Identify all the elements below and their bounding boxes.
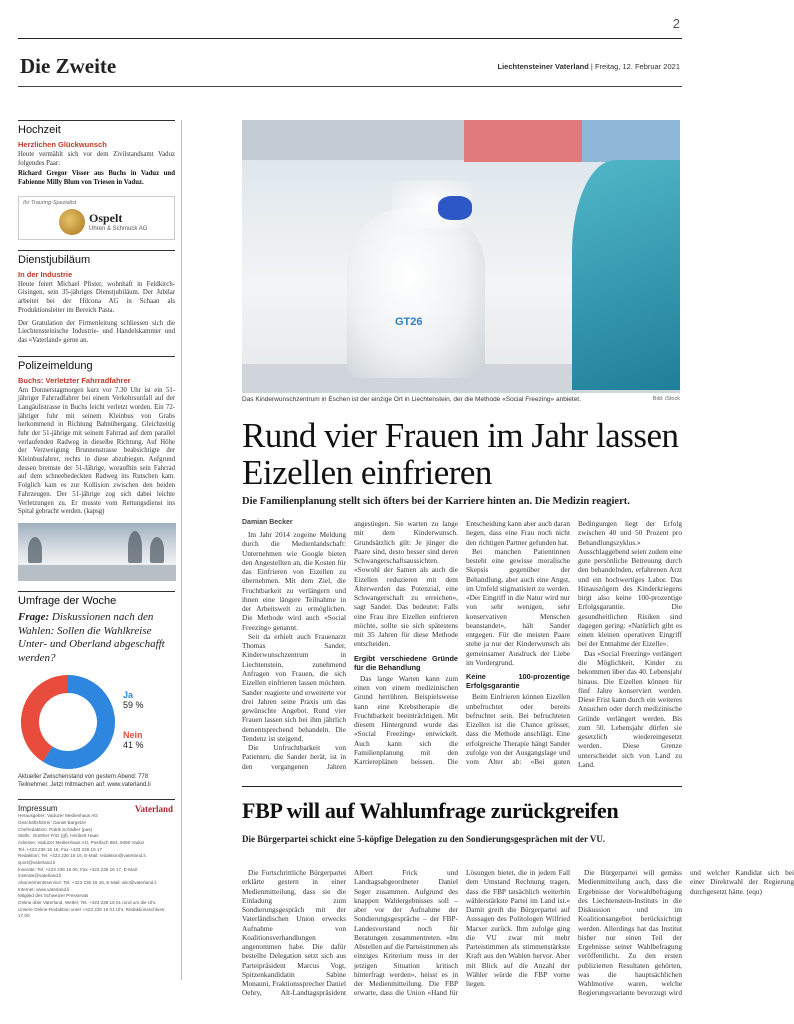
poll-footer: Aktueller Zwischenstand von gestern Abend: 778 Teilnehmer. Jetzt mitmachen auf: www.vaterland.li	[18, 773, 151, 788]
poll-heading: Umfrage der Woche	[18, 591, 175, 607]
article1-intertitle: Ergibt verschiedene Gründe für die Behandlung	[354, 653, 458, 672]
header-rule	[18, 86, 682, 87]
road	[18, 565, 176, 581]
ospelt-ad[interactable]	[18, 196, 175, 240]
impressum-line: Chefredaktion: Patrik Schädler (pas)	[18, 826, 93, 832]
impressum	[18, 799, 175, 920]
impressum-line: Inserate: Tel. +423 236 16 00, Fax +423 236 16 17, E-Mail: inserate@vaterland.li	[18, 866, 138, 879]
left-column	[18, 120, 182, 980]
legend-ja-label: Ja	[123, 689, 134, 700]
article1-subhead: Die Familienplanung stellt sich öfters bei der Karriere hinten an. Die Medizin reagiert.	[242, 496, 630, 507]
article2-body	[242, 868, 794, 1006]
blue-glove	[438, 196, 472, 220]
donut-slice-ja	[48, 684, 106, 760]
photo-credit: Bild: iStock	[652, 396, 680, 402]
caption-text: Das Kinderwunschzentrum in Eschen ist der einzige Ort in Liechtenstein, der die Methode «Social Freezing» anbietet.	[242, 396, 581, 403]
article1-author: Damian Becker	[242, 519, 293, 526]
page-number: 2	[672, 16, 680, 31]
donut-chart	[20, 674, 116, 770]
poll-question: Frage: Diskussionen nach den Wahlen: Sollen die Wahlkreise Unter- und Oberland abgeschafft werden?	[18, 610, 165, 665]
polizei-text: Am Donnerstagmorgen kurz vor 7.30 Uhr ist ein 51-jähriger Fahrradfahrer bei einem Verkehrsunfall auf der Langäulistrasse in Buchs leicht verletzt worden. Ein 72-jähriger fuhr mit seinem Kleinbus von Grabs herkommend in Richtung Bahnübergang. Gleichzeitig fuhr der 51-jährige mit seinem Fahrrad auf dem parallel verlaufenden Radweg in dieselbe Richtung. Auf Höhe der Verzweigung Brunnenstrasse beabsichtigte der Kleinbusfahrer, rechts in diese abzubiegen. Aufgrund dessen bremste der 51-Jährige, woraufhin sein Fahrrad auf dem schneebedeckten Radweg ins Rutschen kam. Folglich kam es zur Kollision zwischen den beiden Fahrzeugen. Der 51-jährige zog sich dabei leichte Verletzungen zu. Er musste vom Rettungsdienst ins Spital gebracht werden. (kapsg)	[18, 386, 175, 516]
article2-paragraph: Die Bürgerpartei will gemäss Medienmitteilung auch, dass die Ergebnisse der Vorwahlbefragung des Liechtenstein-Instituts in die Diskussion und im Koalitionsangebot berücksichtigt werden. Allerdings hat das Institut bisher nur einen Teil der Ergebnisse seiner Wahlbefragung veröffentlicht. Zu den ersten publizierten Resultaten gehörten, was die hauptsächlichen Wahlmotive waren, welche Regierungsvariante bevorzugt wird und welcher Kandidat sich bei einer Direktwahl der Regierung durchgesetzt hätte. (equ)	[578, 868, 794, 998]
impressum-line: Adresse: Vaduzer Medienhaus AG, Postfach 884, 9490 Vaduz	[18, 840, 145, 846]
impressum-line: Abonnementsservice: Tel. +423 236 16 16, E-Mail: abo@vaterland.li	[18, 880, 157, 886]
hochzeit-text: Heute vermählt sich vor dem Zivilstandsamt Vaduz folgendes Paar:	[18, 151, 175, 167]
article1-paragraph: Im Jahr 2014 zogeine Meldung durch die Medienlandschaft: Unternehmen wie Google bieten den Angestellten an, die Kosten für das Einfrieren von Eizellen zu übernehmen. Mit dem Ziel, die Fruchtbarkeit zu verlängern und ihnen eine längere Teilnahme in der Arbeitswelt zu ermöglichen. Die Methode wird auch «Social Freezing» genannt.	[242, 530, 346, 632]
dienst-heading: Dienstjubiläum	[18, 250, 175, 266]
article1-paragraph: Das lange Warten kann zum einen von einem medizinischen Grund herrühren. Beispielsweise kann eine Krebstherapie die Fruchtbarkeit beeinträchtigen. Mit diesem Hintergrund wurde das «Social Freezing» entwickelt. Auch kann sich die Familienplanung mit den Karriereplänen beissen. Die Entscheidung kann aber auch daran liegen, dass eine Frau noch nicht den richtigen Partner gefunden hat.	[354, 519, 570, 767]
legend-ja	[123, 690, 144, 710]
legend-ja-value: 59 %	[123, 699, 144, 710]
article1-paragraph: Das «Social Freezing» verlängert die Möglichkeit, Kinder zu bekommen über das 40. Lebensjahr hinaus. Die Eizellen können für fünf Jahre konserviert werden. Diese Frist kann durch ein weiteres Ansuchen oder durch medizinische Gründe verlängert werden. Bis zum 50. Lebensjahr dürfen sie gesetzlich wiedereingesetzt werden. Diese Grenze unterscheidet sich von Land zu Land.	[578, 648, 682, 769]
ad-label: Ihr Trauring-Spezialist	[23, 199, 77, 206]
tree	[150, 537, 164, 563]
photo-caption	[242, 396, 680, 403]
article1-paragraph: Bei manchen Patientinnen besteht eine gewisse moralische Skepsis gegenüber der Behandlung, aber auch eine Angst, im Umfeld stigmatisiert zu werden. «Der Eingriff in die Natur wird nur von sehr wenigen, sehr konservativen Menschen beanstandet», hält Sander entgegen. Für die meisten Paare stehe ja nur der Kinderwunsch als gemeinsamer Ausdruck der Liebe im Vordergrund.	[466, 546, 570, 667]
donut-slice-nein	[30, 684, 68, 754]
article1-body	[242, 519, 682, 781]
impressum-line: Mitglied des Schweizer Presserats	[18, 893, 89, 899]
impressum-line: Stellv.: Günther Fritz (gf), Heribert Haas	[18, 833, 99, 839]
legend-nein	[123, 730, 144, 750]
top-rule	[18, 38, 682, 39]
article2-paragraph: Die Fortschrittliche Bürgerpartei erklärte gestern in einer Medienmitteilung, dass sie die Einladung zum Sondierungsgespräch mit der Vaterländischen Union erwecks Aufnahme von Koalitionsverhandlungen angenommen habe. Die dafür bestellte Delegation setzt sich aus Parteipräsident Marcus Vogt, Spitzenkandidatin Sabine Monauni, Fraktionssprecher Daniel Oehry, Alt-Landtagspräsident Albert Frick und Landtagsabgeordneter Daniel Seger zusammen. Aufgrund des knappen Wahlergebnisses soll – aber vor der Aufnahme der Sondierungsgespräche – der FBP-Landesvorstand noch für Beratungen zusammentreten. «Im Abstellen auf die Parteistimmen als einziges Kriterium muss in der jetzigen Situation kritisch hinterfragt werden», heisst es in der Medienmitteilung. Die FBP erwarte, dass die Union «Hand für Lösungen bietet, die in jedem Fall dem Umstand Rechnung tragen, dass die FBP tatsächlich weiterhin wählerstärkste Partei im Land ist.» Damit greift die Bürgerpartei auf Aussagen des Politologen Wilfried Marxer zurück. Ihm zufolge ging die VU zwar mit mehr Parteistimmen als stimmenstärkste Kraft aus den Wahlen hervor. Aber mit Blick auf die Anzahl der Wähler würde die FBP vorne liegen.	[242, 868, 570, 998]
tree	[28, 537, 42, 563]
poll-chart	[18, 674, 175, 770]
impressum-line: Geschäftsführer: Daniel Bargetze	[18, 820, 86, 826]
section-title: Die Zweite	[20, 54, 117, 78]
article1-paragraph: Beim Einfrieren können Eizellen unbefruchtet oder bereits befruchtet sein. Bei befruchteten Eizellen ist die Chance grösser, dass die Methode anschlägt. Eine erfolgreiche Therapie hängt Sander zufolge von der Ausgangslage und vom Alter ab: «Bei guten Bedingungen liegt der Erfolg zwischen 40 und 50 Prozent pro Behandlungszyklus.» Ausschlaggebend seien zudem eine gute persönliche Betreuung durch den behandelnden, erfahrenen Arzt und ein hochwertiges Labor. Das Hinauszögern des Kinderkriegens birgt also keine 100-prozentige Erfolgsgarantie. Die gesundheitlichen Risiken sind dagegen gering: «Natürlich gibt es einen kleinen operativen Eingriff bei der Entnahme der Eizelle».	[466, 519, 682, 767]
masthead-paper: Liechtensteiner Vaterland	[497, 62, 589, 71]
impressum-line: Unsere Online-Redaktion unter +423 236 16 01 Uhr, Redaktionsschluss: 17.00	[18, 906, 166, 919]
impressum-title: Impressum	[18, 804, 58, 814]
article2-headline: FBP will auf Wahlumfrage zurückgreifen	[242, 798, 619, 823]
ad-name: Ospelt	[89, 210, 123, 225]
vaterland-logo: Vaterland	[134, 804, 173, 815]
photo-blue-panel	[582, 120, 680, 162]
dienst-text2: Der Gratulation der Firmenleitung schliessen sich die Liechtensteinische Industrie- und Handelskammer und das «Vaterland» gerne an.	[18, 319, 175, 344]
article2-rule	[242, 786, 682, 787]
lab-coat-arm	[572, 160, 680, 390]
legend-nein-label: Nein	[123, 729, 143, 740]
article1-paragraph: Seit da erhielt auch Frauenarzt Thomas Sander, Kinderwunschzentrum in Liechtenstein, zunehmend Anfragen von Frauen, die sich Eizellen einfrieren lassen möchten. Sander reagierte und erweiterte vor drei Jahren seine Praxis um das gewünschte Angebot. Rund vier Frauen lassen sich bei ihm jährlich dementsprechend behandeln. Die Tendenz ist steigend.	[242, 631, 346, 743]
hochzeit-subheading: Herzlichen Glückwunsch	[18, 140, 107, 149]
dienst-text: Heute feiert Michael Pfister, wohnhaft in Feldkirch-Gisingen, sein 35-jähriges Dienstjubiläum. Der Jubilar arbeitet bei der Hilcona AG in Schaan als Produktionsleiter im Bereich Pasta.	[18, 280, 175, 314]
lab-photo	[242, 120, 680, 393]
ospelt-logo-icon	[59, 209, 85, 235]
article2-subhead: Die Bürgerpartei schickt eine 5-köpfige Delegation zu den Sondierungsgesprächen mit der VU.	[242, 834, 606, 844]
article1-headline: Rund vier Frauen im Jahr lassen Eizellen einfrieren	[242, 416, 679, 492]
hochzeit-couple: Richard Gregor Visser aus Buchs in Vaduz und Fabienne Milly Blum von Triesen in Vaduz.	[18, 170, 175, 187]
impressum-line: Redaktion: Tel. +423 236 16 16, E-Mail: redaktion@vaterland.li, sport@vaterland.li	[18, 853, 147, 866]
dienst-subheading: In der Industrie	[18, 269, 73, 279]
tree	[128, 531, 142, 563]
snow-road-photo	[18, 523, 176, 581]
impressum-line: Online über Vaterland, Wetter, Tel. +423 236 16 01 rund um die Uhr.	[18, 900, 157, 905]
ad-subtitle: Uhren & Schmuck AG	[89, 225, 148, 232]
hochzeit-heading: Hochzeit	[18, 120, 175, 136]
nitrogen-tank	[347, 208, 485, 378]
impressum-lines	[18, 813, 175, 920]
article1-intertitle: Keine 100-prozentige Erfolgsgarantie	[466, 672, 570, 691]
masthead-date: | Freitag, 12. Februar 2021	[590, 62, 680, 71]
impressum-line: Tel. +423 236 16 16, Fax +423 236 16 17	[18, 846, 103, 852]
impressum-line: Herausgeber: Vaduzer Medienhaus AG	[18, 813, 98, 819]
tank-label: GT26	[395, 316, 423, 328]
photo-red-panel	[464, 120, 584, 162]
legend-nein-value: 41 %	[123, 739, 144, 750]
impressum-line: Internet: www.vaterland.li	[18, 886, 70, 892]
article1-paragraph: Die Unfruchtbarkeit von Patienten, die Sander berät, ist in den vergangenen Jahren angestiegen. Sie warten zu lange mit dem Kinderwunsch. Grundsätzlich gilt: Je jünger die Paare sind, desto besser sind deren Schwangerschaftsaussichten. «Sowohl der Samen als auch die Eizellen reduzieren mit dem Älterwerden das Potenzial, eine Schwangerschaft zu erreichen», sagt Sander. Das bedeutet: Falls eine Frau ihre Eizellen einfrieren möchte, sollte sie sich spätestens mit 35 Jahren für diese Methode entscheiden.	[242, 519, 458, 771]
polizei-heading: Polizeimeldung	[18, 356, 175, 372]
polizei-subheading: Buchs: Verletzter Fahrradfahrer	[18, 375, 131, 385]
masthead-info	[498, 62, 680, 71]
